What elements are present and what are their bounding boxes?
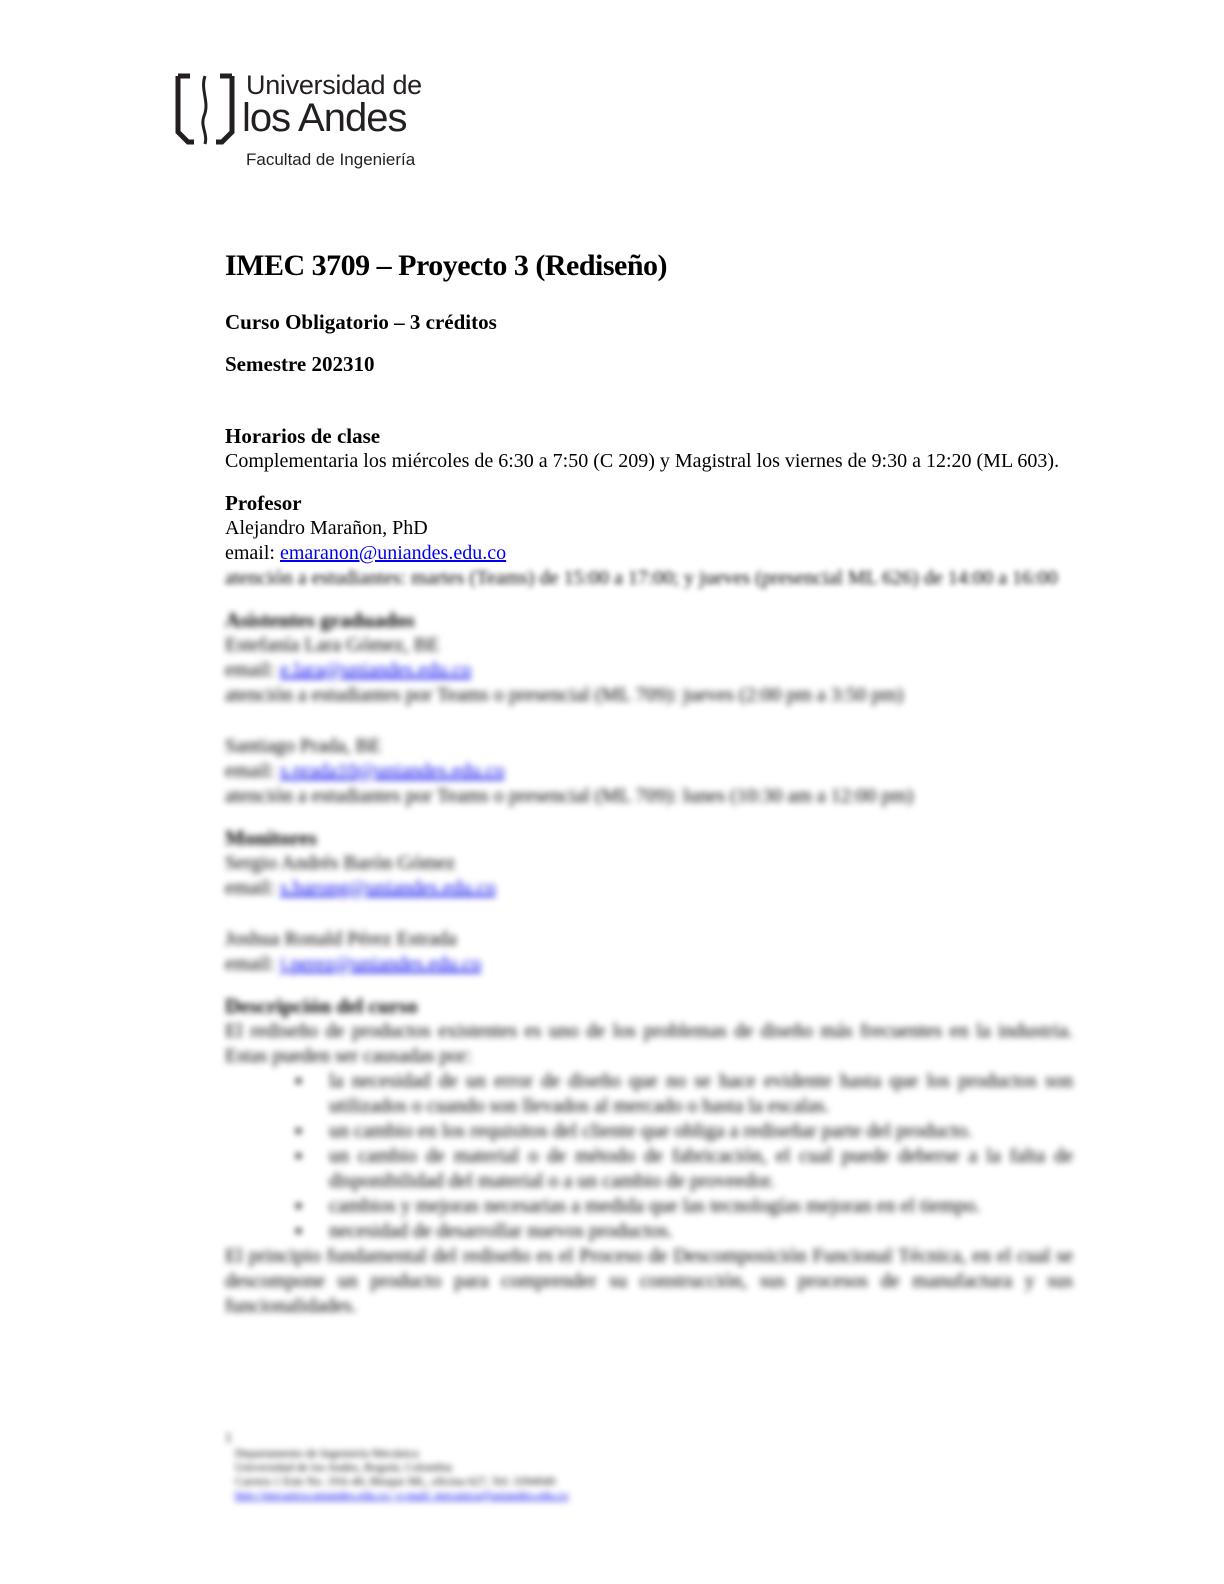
logo-faculty-text: Facultad de Ingeniería xyxy=(246,150,416,169)
list-item: ▪ un cambio en los requisitos del cliente que obliga a rediseñar parte del producto. xyxy=(329,1119,1073,1144)
course-title: IMEC 3709 – Proyecto 3 (Rediseño) xyxy=(225,249,668,282)
monitors-heading: Monitores xyxy=(225,826,317,850)
assistant-email-link[interactable]: s.prada10@uniandes.edu.co xyxy=(279,760,505,782)
professor-email-link[interactable]: emaranon@uniandes.edu.co xyxy=(279,542,507,564)
assistant-hours: atención a estudiantes por Teams o presencial (ML 709): jueves (2:00 pm a 3:50 pm) xyxy=(225,684,904,706)
monitor-name: Sergio Andrés Barón Gómez xyxy=(225,852,456,874)
assistants-heading: Asistentes graduados xyxy=(225,608,415,632)
university-logo xyxy=(174,70,434,180)
course-type: Curso Obligatorio – 3 créditos xyxy=(225,310,497,334)
list-item: ▪ un cambio de material o de método de fabricación, el cual puede deberse a la falta de disponibilidad del material o a un cambio de proveedor. xyxy=(329,1144,1073,1194)
assistant-email-line xyxy=(225,658,1073,683)
document-body xyxy=(225,245,1073,1319)
professor-email-line xyxy=(225,541,1073,566)
assistant-name: Estefanía Lara Gómez, BE xyxy=(225,634,440,656)
monitor-email-line xyxy=(225,952,1073,977)
list-item: ▪ necesidad de desarrollar nuevos productos. xyxy=(329,1219,1073,1244)
course-semester: Semestre 202310 xyxy=(225,352,375,376)
logo-university-text: Universidad de xyxy=(246,70,422,100)
professor-heading: Profesor xyxy=(225,491,302,515)
professor-email-label: email: xyxy=(225,542,280,564)
footnote-mark: 1 xyxy=(225,1431,232,1446)
blurred-section xyxy=(225,591,1073,1319)
monitor-email-link[interactable]: j.perez@uniandes.edu.co xyxy=(279,953,482,975)
description-intro: El rediseño de productos existentes es uno de los problemas de diseño más frecuentes en la industria. Estas pueden ser causadas por: xyxy=(225,1020,1073,1067)
professor-office-hours: atención a estudiantes: martes (Teams) de 15:00 a 17:00; y jueves (presencial ML 626) de 14:00 a 16:00 xyxy=(225,567,1058,589)
monitor-email-line xyxy=(225,876,1073,901)
list-item: ▪ cambios y mejoras necesarias a medida que las tecnologías mejoran en el tiempo. xyxy=(329,1194,1073,1219)
footnote-line: Carrera 1 Este No. 19A-40, Bloque ML, oficina 627, Tel: 3394949 xyxy=(235,1474,556,1488)
assistant-email-link[interactable]: e.lara@uniandes.edu.co xyxy=(279,659,472,681)
footnote-link-line[interactable]: http://mecanica.uniandes.edu.co | e-mail: mecanica@uniandes.edu.co xyxy=(235,1488,569,1502)
assistant-email-line xyxy=(225,759,1073,784)
monitor-email-link[interactable]: s.barong@uniandes.edu.co xyxy=(279,877,496,899)
assistant-email-label: email: xyxy=(225,760,280,782)
footnote-line: Universidad de los Andes, Bogotá, Colombia xyxy=(235,1460,452,1474)
description-heading: Descripción del curso xyxy=(225,994,418,1018)
schedule-text: Complementaria los miércoles de 6:30 a 7:50 (C 209) y Magistral los viernes de 9:30 a 12:20 (ML 603). xyxy=(225,450,1060,472)
description-closing: El principio fundamental del rediseño es el Proceso de Descomposición Funcional Técnica, en el cual se descompone un producto para comprender su construcción, sus procesos de manufactura y sus funcionalidades. xyxy=(225,1245,1073,1317)
andes-logo-icon xyxy=(174,70,236,148)
logo-andes-text: los Andes xyxy=(242,96,407,140)
monitor-name: Joshua Ronald Pérez Estrada xyxy=(225,928,457,950)
schedule-heading: Horarios de clase xyxy=(225,424,381,448)
assistant-email-label: email: xyxy=(225,659,280,681)
monitor-email-label: email: xyxy=(225,877,280,899)
assistant-name: Santiago Prada, BE xyxy=(225,735,382,757)
monitor-email-label: email: xyxy=(225,953,280,975)
description-bullet-list xyxy=(225,1069,1073,1244)
footnote xyxy=(225,1432,785,1502)
professor-name: Alejandro Marañon, PhD xyxy=(225,517,428,539)
assistant-hours: atención a estudiantes por Teams o presencial (ML 709): lunes (10:30 am a 12:00 pm) xyxy=(225,785,914,807)
footnote-line: Departamento de Ingeniería Mecánica xyxy=(235,1446,419,1460)
list-item: ▪ la necesidad de un error de diseño que no se hace evidente hasta que los productos son utilizados o cuando son llevados al mercado o hasta la escalas. xyxy=(329,1069,1073,1119)
